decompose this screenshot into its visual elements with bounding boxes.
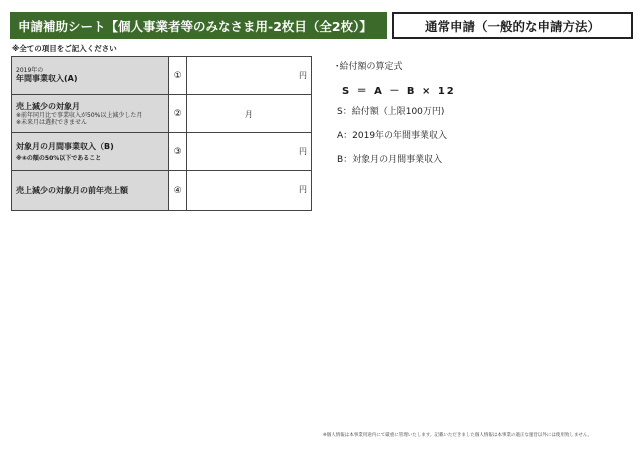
unit-yen: 円 xyxy=(299,71,307,80)
monthly-income-field[interactable] xyxy=(186,133,311,171)
form-row-prior-year-sales xyxy=(12,171,312,211)
unit-yen: 円 xyxy=(299,147,307,156)
application-method-label: 通常申請（一般的な申請方法） xyxy=(392,12,633,39)
income-form-table xyxy=(11,56,312,211)
unit-yen: 円 xyxy=(299,185,307,194)
target-month-field[interactable] xyxy=(186,95,311,133)
row-number: ③ xyxy=(169,133,186,171)
row-label xyxy=(12,171,169,211)
privacy-footnote: ※個人情報は本事業用途内にて厳重に管理いたします。記載いただきました個人情報は本事業の適正な運営以外には使用致しません。 xyxy=(323,433,593,438)
row-sublabel: 2019年の xyxy=(16,67,44,74)
formula-heading: ･給付額の算定式 xyxy=(335,62,403,72)
row-number: ④ xyxy=(169,171,186,211)
row-number: ① xyxy=(169,57,186,95)
formula-b-definition: B：対象月の月間事業収入 xyxy=(337,155,443,165)
row-title: 年間事業収入(A) xyxy=(16,74,78,83)
formula-equation: S ＝ A － B × 12 xyxy=(342,86,456,97)
unit-month: 月 xyxy=(244,110,253,119)
row-title: 売上減少の対象月の前年売上額 xyxy=(16,185,128,195)
row-note: ※前年同月比で事業収入が50%以上減少した月 xyxy=(16,111,143,119)
form-row-target-month xyxy=(12,95,312,133)
row-label xyxy=(12,133,169,171)
form-row-monthly-income xyxy=(12,133,312,171)
row-title: 対象月の月間事業収入（B) xyxy=(16,141,114,151)
row-number: ② xyxy=(169,95,186,133)
sheet-title: 申請補助シート【個人事業者等のみなさま用-2枚目（全2枚）】 xyxy=(10,12,387,39)
row-title: 売上減少の対象月 xyxy=(16,101,80,111)
formula-a-definition: A：2019年の年間事業収入 xyxy=(337,131,448,141)
prior-year-sales-field[interactable] xyxy=(186,171,311,211)
formula-s-definition: S：給付額（上限100万円) xyxy=(337,107,445,117)
form-row-annual-income xyxy=(12,57,312,95)
row-note: ※未来月は選択できません xyxy=(16,118,88,126)
annual-income-field[interactable] xyxy=(186,57,311,95)
row-note: ※④の額の50%以下であること xyxy=(16,154,102,162)
row-label xyxy=(12,57,169,95)
fill-all-note: ※全ての項目をご記入ください xyxy=(12,44,117,53)
row-label xyxy=(12,95,169,133)
